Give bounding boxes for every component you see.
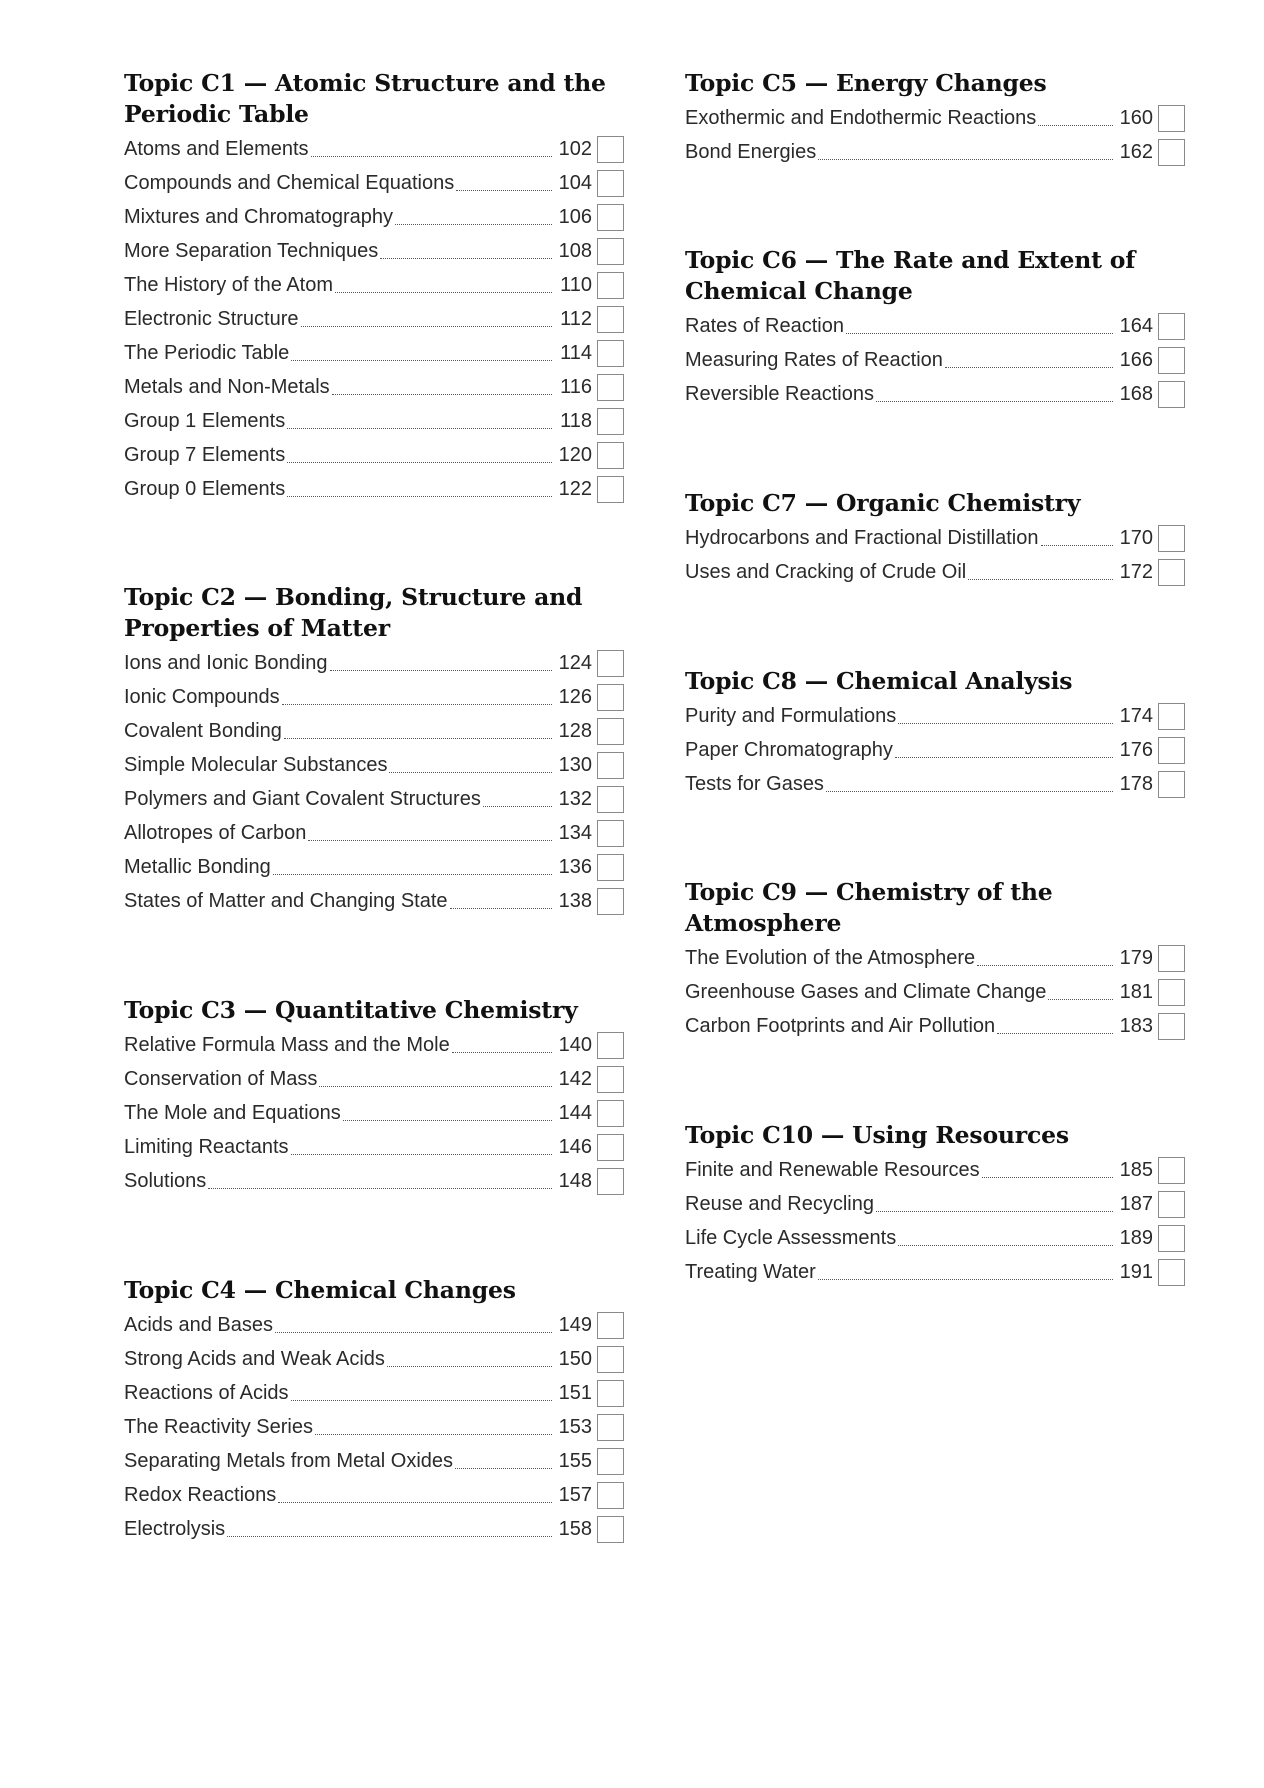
entry-label: Life Cycle Assessments <box>685 1226 897 1249</box>
entry-page: 181 <box>1119 980 1153 1003</box>
entry-label: Relative Formula Mass and the Mole <box>124 1033 450 1056</box>
toc-entry <box>124 1028 624 1062</box>
toc-entry <box>124 268 624 302</box>
entry-list <box>685 101 1185 169</box>
entry-label: Strong Acids and Weak Acids <box>124 1347 385 1370</box>
toc-entry <box>685 1009 1185 1043</box>
dot-leader <box>455 1468 552 1469</box>
toc-entry <box>685 699 1185 733</box>
dot-leader <box>898 723 1113 724</box>
entry-label: The Periodic Table <box>124 341 290 364</box>
progress-checkbox[interactable] <box>597 1032 624 1059</box>
dot-leader <box>895 757 1113 758</box>
entry-label: Paper Chromatography <box>685 738 893 761</box>
dot-leader <box>208 1188 552 1189</box>
toc-entry <box>685 767 1185 801</box>
entry-page: 157 <box>558 1483 592 1506</box>
progress-checkbox[interactable] <box>597 684 624 711</box>
dot-leader <box>308 840 552 841</box>
toc-entry <box>124 336 624 370</box>
dot-leader <box>273 874 552 875</box>
entry-page: 110 <box>560 273 592 296</box>
dot-leader <box>387 1366 552 1367</box>
dot-leader <box>1048 999 1113 1000</box>
progress-checkbox[interactable] <box>597 1380 624 1407</box>
toc-entry <box>124 1164 624 1198</box>
dot-leader <box>343 1120 552 1121</box>
entry-page: 128 <box>558 719 592 742</box>
toc-entry <box>124 646 624 680</box>
dot-leader <box>315 1434 552 1435</box>
toc-entry <box>124 1308 624 1342</box>
topic-c5 <box>685 68 1185 169</box>
dot-leader <box>876 401 1113 402</box>
progress-checkbox[interactable] <box>1158 1225 1185 1252</box>
dot-leader <box>301 326 552 327</box>
entry-label: Metals and Non-Metals <box>124 375 330 398</box>
entry-page: 106 <box>558 205 592 228</box>
entry-page: 166 <box>1119 348 1153 371</box>
title-line: Periodic Table <box>124 100 309 128</box>
entry-page: 155 <box>558 1449 592 1472</box>
toc-entry <box>685 309 1185 343</box>
entry-page: 138 <box>558 889 592 912</box>
topic-c8 <box>685 666 1185 801</box>
entry-label: The History of the Atom <box>124 273 333 296</box>
progress-checkbox[interactable] <box>597 136 624 163</box>
entry-page: 104 <box>558 171 592 194</box>
toc-entry <box>685 1255 1185 1289</box>
title-line: Topic C5 — Energy Changes <box>685 69 1047 97</box>
entry-label: Reversible Reactions <box>685 382 874 405</box>
entry-list <box>685 309 1185 411</box>
entry-label: Compounds and Chemical Equations <box>124 171 455 194</box>
toc-entry <box>124 166 624 200</box>
entry-page: 149 <box>558 1313 592 1336</box>
toc-entry <box>685 733 1185 767</box>
dot-leader <box>389 772 552 773</box>
title-line: Topic C9 — Chemistry of the <box>685 878 1053 906</box>
topic-c7 <box>685 488 1185 589</box>
progress-checkbox[interactable] <box>597 820 624 847</box>
entry-label: Rates of Reaction <box>685 314 844 337</box>
title-line: Topic C10 — Using Resources <box>685 1121 1069 1149</box>
dot-leader <box>826 791 1113 792</box>
toc-entry <box>124 1410 624 1444</box>
progress-checkbox[interactable] <box>597 408 624 435</box>
toc-entry <box>685 975 1185 1009</box>
progress-checkbox[interactable] <box>597 786 624 813</box>
dot-leader <box>846 333 1113 334</box>
progress-checkbox[interactable] <box>597 752 624 779</box>
toc-entry <box>124 404 624 438</box>
entry-list <box>124 1308 624 1546</box>
entry-label: Exothermic and Endothermic Reactions <box>685 106 1037 129</box>
topic-c2 <box>124 582 624 918</box>
progress-checkbox[interactable] <box>1158 381 1185 408</box>
entry-page: 153 <box>558 1415 592 1438</box>
entry-label: Solutions <box>124 1169 207 1192</box>
dot-leader <box>818 159 1113 160</box>
entry-label: Allotropes of Carbon <box>124 821 307 844</box>
progress-checkbox[interactable] <box>1158 1157 1185 1184</box>
progress-checkbox[interactable] <box>597 1414 624 1441</box>
title-line: Topic C8 — Chemical Analysis <box>685 667 1073 695</box>
entry-page: 118 <box>560 409 592 432</box>
entry-list <box>685 941 1185 1043</box>
progress-checkbox[interactable] <box>1158 105 1185 132</box>
entry-page: 164 <box>1119 314 1153 337</box>
toc-entry <box>685 555 1185 589</box>
progress-checkbox[interactable] <box>1158 945 1185 972</box>
toc-entry <box>124 302 624 336</box>
entry-label: Reuse and Recycling <box>685 1192 874 1215</box>
progress-checkbox[interactable] <box>1158 347 1185 374</box>
entry-label: Redox Reactions <box>124 1483 277 1506</box>
entry-page: 108 <box>558 239 592 262</box>
toc-entry <box>124 850 624 884</box>
topic-c6 <box>685 245 1185 411</box>
entry-label: Covalent Bonding <box>124 719 282 742</box>
progress-checkbox[interactable] <box>597 442 624 469</box>
entry-page: 148 <box>558 1169 592 1192</box>
toc-entry <box>685 1221 1185 1255</box>
toc-entry <box>124 884 624 918</box>
entry-label: Group 7 Elements <box>124 443 286 466</box>
entry-page: 126 <box>558 685 592 708</box>
toc-entry <box>685 101 1185 135</box>
dot-leader <box>330 670 553 671</box>
progress-checkbox[interactable] <box>597 1346 624 1373</box>
dot-leader <box>287 496 552 497</box>
progress-checkbox[interactable] <box>597 650 624 677</box>
progress-checkbox[interactable] <box>597 1516 624 1543</box>
entry-label: Treating Water <box>685 1260 816 1283</box>
entry-page: 120 <box>558 443 592 466</box>
entry-list <box>685 699 1185 801</box>
entry-label: Purity and Formulations <box>685 704 897 727</box>
entry-page: 170 <box>1119 526 1153 549</box>
title-line: Topic C3 — Quantitative Chemistry <box>124 996 578 1024</box>
topic-title <box>124 1275 624 1306</box>
toc-entry <box>685 941 1185 975</box>
entry-page: 132 <box>558 787 592 810</box>
entry-page: 160 <box>1119 106 1153 129</box>
entry-label: Group 0 Elements <box>124 477 286 500</box>
toc-entry <box>124 1376 624 1410</box>
dot-leader <box>456 190 552 191</box>
entry-label: Carbon Footprints and Air Pollution <box>685 1014 996 1037</box>
dot-leader <box>977 965 1113 966</box>
dot-leader <box>1041 545 1114 546</box>
toc-entry <box>124 1130 624 1164</box>
dot-leader <box>876 1211 1113 1212</box>
dot-leader <box>275 1332 552 1333</box>
entry-page: 124 <box>558 651 592 674</box>
entry-label: Tests for Gases <box>685 772 824 795</box>
entry-page: 189 <box>1119 1226 1153 1249</box>
progress-checkbox[interactable] <box>1158 1259 1185 1286</box>
entry-page: 162 <box>1119 140 1153 163</box>
entry-page: 112 <box>560 307 592 330</box>
entry-list <box>685 1153 1185 1289</box>
progress-checkbox[interactable] <box>597 888 624 915</box>
entry-label: Polymers and Giant Covalent Structures <box>124 787 481 810</box>
progress-checkbox[interactable] <box>597 1312 624 1339</box>
toc-entry <box>685 1187 1185 1221</box>
entry-label: Ionic Compounds <box>124 685 280 708</box>
entry-page: 150 <box>558 1347 592 1370</box>
entry-page: 134 <box>558 821 592 844</box>
toc-entry <box>124 132 624 166</box>
toc-entry <box>124 816 624 850</box>
entry-label: Atoms and Elements <box>124 137 309 160</box>
progress-checkbox[interactable] <box>597 340 624 367</box>
entry-page: 187 <box>1119 1192 1153 1215</box>
toc-entry <box>124 680 624 714</box>
entry-page: 144 <box>558 1101 592 1124</box>
title-line: Topic C2 — Bonding, Structure and <box>124 583 583 611</box>
entry-page: 116 <box>560 375 592 398</box>
toc-entry <box>124 748 624 782</box>
toc-entry <box>124 1342 624 1376</box>
entry-label: Conservation of Mass <box>124 1067 318 1090</box>
dot-leader <box>452 1052 552 1053</box>
toc-entry <box>124 438 624 472</box>
entry-page: 191 <box>1119 1260 1153 1283</box>
title-line: Properties of Matter <box>124 614 390 642</box>
progress-checkbox[interactable] <box>597 306 624 333</box>
dot-leader <box>291 1400 552 1401</box>
dot-leader <box>319 1086 552 1087</box>
topic-c9 <box>685 877 1185 1043</box>
topic-title <box>685 1120 1185 1151</box>
dot-leader <box>380 258 552 259</box>
entry-page: 130 <box>558 753 592 776</box>
entry-label: Bond Energies <box>685 140 817 163</box>
progress-checkbox[interactable] <box>1158 139 1185 166</box>
toc-entry <box>685 377 1185 411</box>
dot-leader <box>291 1154 552 1155</box>
entry-list <box>124 1028 624 1198</box>
progress-checkbox[interactable] <box>597 204 624 231</box>
dot-leader <box>278 1502 552 1503</box>
toc-entry <box>685 343 1185 377</box>
dot-leader <box>395 224 552 225</box>
progress-checkbox[interactable] <box>1158 737 1185 764</box>
progress-checkbox[interactable] <box>1158 979 1185 1006</box>
entry-label: States of Matter and Changing State <box>124 889 448 912</box>
entry-label: The Mole and Equations <box>124 1101 341 1124</box>
title-line: Topic C6 — The Rate and Extent of <box>685 246 1136 274</box>
toc-entry <box>124 1062 624 1096</box>
progress-checkbox[interactable] <box>597 238 624 265</box>
toc-entry <box>124 1096 624 1130</box>
progress-checkbox[interactable] <box>1158 703 1185 730</box>
dot-leader <box>818 1279 1113 1280</box>
progress-checkbox[interactable] <box>1158 1013 1185 1040</box>
entry-label: Electrolysis <box>124 1517 226 1540</box>
entry-label: Limiting Reactants <box>124 1135 289 1158</box>
progress-checkbox[interactable] <box>1158 1191 1185 1218</box>
progress-checkbox[interactable] <box>597 170 624 197</box>
entry-label: Finite and Renewable Resources <box>685 1158 980 1181</box>
entry-page: 179 <box>1119 946 1153 969</box>
entry-page: 151 <box>558 1381 592 1404</box>
toc-entry <box>124 200 624 234</box>
entry-page: 168 <box>1119 382 1153 405</box>
entry-page: 183 <box>1119 1014 1153 1037</box>
entry-page: 185 <box>1119 1158 1153 1181</box>
progress-checkbox[interactable] <box>597 272 624 299</box>
topic-c4 <box>124 1275 624 1546</box>
dot-leader <box>287 462 552 463</box>
title-line: Atmosphere <box>685 909 842 937</box>
toc-entry <box>124 472 624 506</box>
entry-label: Hydrocarbons and Fractional Distillation <box>685 526 1039 549</box>
entry-page: 158 <box>558 1517 592 1540</box>
progress-checkbox[interactable] <box>597 374 624 401</box>
entry-label: Electronic Structure <box>124 307 299 330</box>
title-line: Chemical Change <box>685 277 913 305</box>
toc-entry <box>124 370 624 404</box>
topic-title <box>685 245 1185 307</box>
progress-checkbox[interactable] <box>1158 559 1185 586</box>
topic-title <box>685 666 1185 697</box>
progress-checkbox[interactable] <box>1158 313 1185 340</box>
progress-checkbox[interactable] <box>597 854 624 881</box>
dot-leader <box>287 428 552 429</box>
topic-title <box>685 488 1185 519</box>
progress-checkbox[interactable] <box>1158 525 1185 552</box>
entry-page: 178 <box>1119 772 1153 795</box>
entry-page: 142 <box>558 1067 592 1090</box>
dot-leader <box>982 1177 1113 1178</box>
topic-c3 <box>124 995 624 1198</box>
toc-entry <box>124 782 624 816</box>
entry-list <box>124 132 624 506</box>
entry-label: Group 1 Elements <box>124 409 286 432</box>
progress-checkbox[interactable] <box>597 1066 624 1093</box>
entry-label: The Evolution of the Atmosphere <box>685 946 976 969</box>
entry-label: Mixtures and Chromatography <box>124 205 394 228</box>
entry-label: Greenhouse Gases and Climate Change <box>685 980 1047 1003</box>
progress-checkbox[interactable] <box>597 476 624 503</box>
toc-entry <box>685 521 1185 555</box>
entry-label: More Separation Techniques <box>124 239 379 262</box>
toc-entry <box>124 1478 624 1512</box>
topic-title <box>124 582 624 644</box>
toc-entry <box>124 1512 624 1546</box>
dot-leader <box>332 394 552 395</box>
entry-label: Ions and Ionic Bonding <box>124 651 328 674</box>
entry-label: Uses and Cracking of Crude Oil <box>685 560 967 583</box>
dot-leader <box>291 360 552 361</box>
progress-checkbox[interactable] <box>1158 771 1185 798</box>
title-line: Topic C7 — Organic Chemistry <box>685 489 1081 517</box>
entry-list <box>685 521 1185 589</box>
entry-label: The Reactivity Series <box>124 1415 313 1438</box>
toc-entry <box>124 1444 624 1478</box>
dot-leader <box>483 806 552 807</box>
topic-title <box>685 68 1185 99</box>
dot-leader <box>284 738 552 739</box>
entry-page: 176 <box>1119 738 1153 761</box>
entry-page: 136 <box>558 855 592 878</box>
entry-page: 174 <box>1119 704 1153 727</box>
entry-page: 172 <box>1119 560 1153 583</box>
progress-checkbox[interactable] <box>597 1100 624 1127</box>
title-line: Topic C4 — Chemical Changes <box>124 1276 516 1304</box>
dot-leader <box>311 156 552 157</box>
dot-leader <box>945 367 1113 368</box>
dot-leader <box>335 292 552 293</box>
topic-title <box>685 877 1185 939</box>
dot-leader <box>450 908 552 909</box>
topic-c10 <box>685 1120 1185 1289</box>
entry-page: 122 <box>558 477 592 500</box>
entry-label: Metallic Bonding <box>124 855 271 878</box>
entry-page: 114 <box>560 341 592 364</box>
toc-entry <box>685 1153 1185 1187</box>
entry-label: Separating Metals from Metal Oxides <box>124 1449 454 1472</box>
topic-c1 <box>124 68 624 506</box>
toc-entry <box>124 714 624 748</box>
entry-page: 102 <box>558 137 592 160</box>
progress-checkbox[interactable] <box>597 718 624 745</box>
dot-leader <box>997 1033 1113 1034</box>
progress-checkbox[interactable] <box>597 1448 624 1475</box>
topic-title <box>124 68 624 130</box>
progress-checkbox[interactable] <box>597 1134 624 1161</box>
dot-leader <box>898 1245 1113 1246</box>
entry-label: Acids and Bases <box>124 1313 273 1336</box>
dot-leader <box>282 704 552 705</box>
entry-page: 140 <box>558 1033 592 1056</box>
dot-leader <box>968 579 1113 580</box>
dot-leader <box>227 1536 552 1537</box>
dot-leader <box>1038 125 1113 126</box>
progress-checkbox[interactable] <box>597 1168 624 1195</box>
toc-entry <box>685 135 1185 169</box>
entry-label: Measuring Rates of Reaction <box>685 348 943 371</box>
entry-label: Simple Molecular Substances <box>124 753 388 776</box>
progress-checkbox[interactable] <box>597 1482 624 1509</box>
topic-title <box>124 995 624 1026</box>
entry-label: Reactions of Acids <box>124 1381 289 1404</box>
entry-list <box>124 646 624 918</box>
toc-entry <box>124 234 624 268</box>
title-line: Topic C1 — Atomic Structure and the <box>124 69 606 97</box>
entry-page: 146 <box>558 1135 592 1158</box>
